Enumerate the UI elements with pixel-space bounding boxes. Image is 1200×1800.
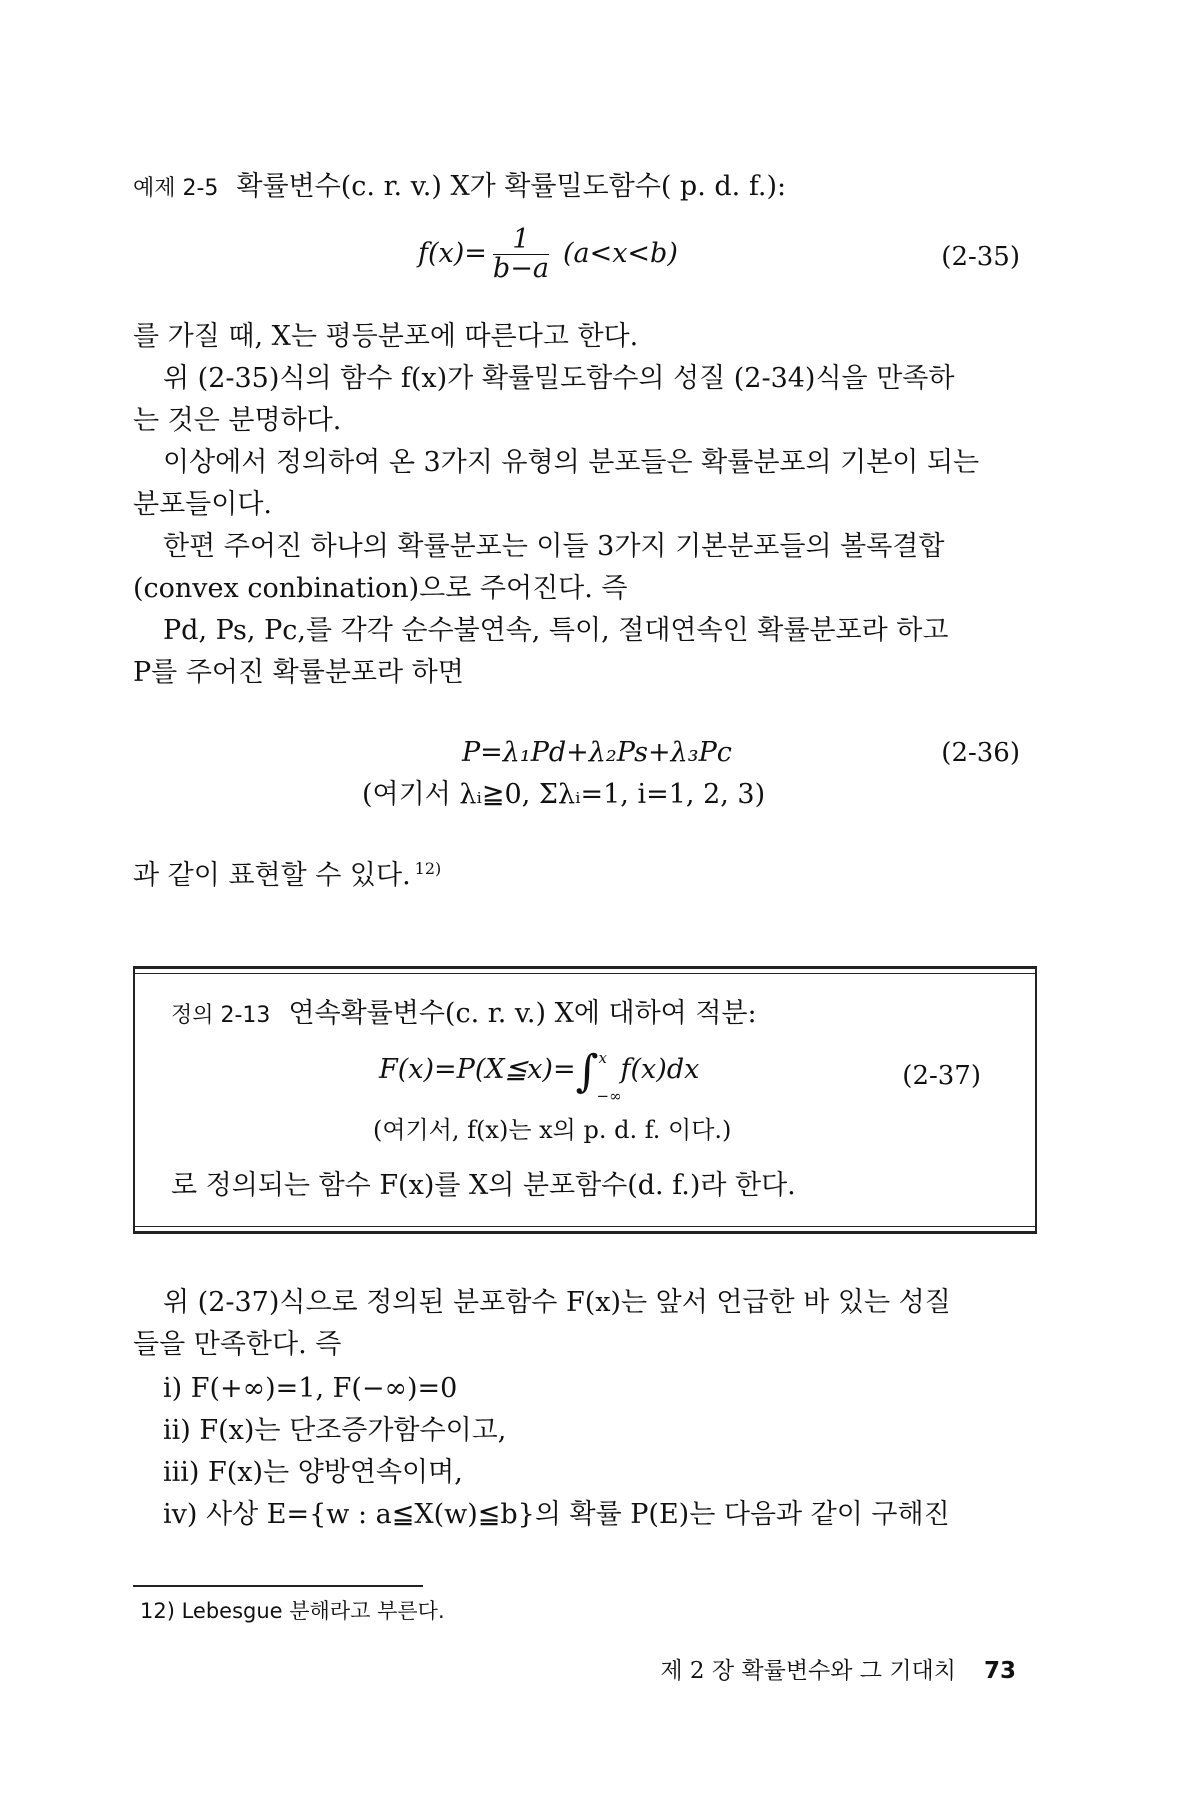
footnote-rule xyxy=(133,1585,423,1587)
page-number: 73 xyxy=(983,1658,1016,1684)
integral-upper-limit: x xyxy=(598,1049,607,1067)
eq-2-37-number: (2-37) xyxy=(902,1061,981,1091)
paragraph1-line-2: 위 (2-35)식의 함수 f(x)가 확률밀도함수의 성질 (2-34)식을 만족하 xyxy=(163,363,955,394)
definition-label: 정의 2-13 xyxy=(171,1003,271,1028)
eq-2-35-lhs: f(x)= xyxy=(418,238,487,269)
footnote-reference: 12) xyxy=(414,859,442,878)
definition-heading-text: 연속확률변수(c. r. v.) X에 대하여 적분: xyxy=(288,998,757,1029)
property-item-1: i) F(+∞)=1, F(−∞)=0 xyxy=(163,1373,458,1404)
eq-2-36-condition: (여기서 λᵢ≧0, Σλᵢ=1, i=1, 2, 3) xyxy=(362,779,766,810)
paragraph3-line-2: 들을 만족한다. 즉 xyxy=(133,1329,342,1360)
paragraph1-line-4: 이상에서 정의하여 온 3가지 유형의 분포들은 확률분포의 기본이 되는 xyxy=(163,447,980,478)
definition-note: (여기서, f(x)는 x의 p. d. f. 이다.) xyxy=(373,1116,732,1144)
box-inner-top-rule xyxy=(135,973,1035,974)
page-footer xyxy=(660,1656,1016,1686)
definition-closing: 로 정의되는 함수 F(x)를 X의 분포함수(d. f.)라 한다. xyxy=(171,1170,796,1201)
eq-2-35-fraction xyxy=(493,226,549,283)
definition-heading xyxy=(171,997,1005,1033)
paragraph1-line-3: 는 것은 분명하다. xyxy=(133,405,342,436)
paragraph1-line-8: Pd, Ps, Pc,를 각각 순수불연속, 특이, 절대연속인 확률분포라 하고 xyxy=(163,615,949,646)
property-item-2: ii) F(x)는 단조증가함수이고, xyxy=(163,1415,507,1446)
paragraph3-line-1: 위 (2-37)식으로 정의된 분포함수 F(x)는 앞서 언급한 바 있는 성질 xyxy=(163,1287,951,1318)
paragraph1-line-1: 를 가질 때, X는 평등분포에 따른다고 한다. xyxy=(133,321,639,352)
example-heading xyxy=(133,170,1030,206)
paragraph2 xyxy=(133,852,1030,893)
example-label: 예제 2-5 xyxy=(133,176,219,201)
eq-2-35-number: (2-35) xyxy=(941,242,1020,272)
eq-2-37-right: f(x)dx xyxy=(620,1054,700,1085)
paragraph1-line-7: (convex conbination)으로 주어진다. 즉 xyxy=(133,573,628,604)
eq-2-36-number: (2-36) xyxy=(941,738,1020,768)
eq-2-37-left: F(x)=P(X≦x)= xyxy=(379,1054,576,1085)
property-item-4: iv) 사상 E={w : a≦X(w)≦b}의 확률 P(E)는 다음과 같이 구해진 xyxy=(163,1499,950,1530)
property-item-3: iii) F(x)는 양방연속이며, xyxy=(163,1457,463,1488)
paragraph1-line-9: P를 주어진 확률분포라 하면 xyxy=(133,657,464,688)
footnote: 12) Lebesgue 분해라고 부른다. xyxy=(140,1599,445,1623)
chapter-title: 제 2 장 확률변수와 그 기대치 xyxy=(660,1658,956,1684)
eq-2-35-numerator: 1 xyxy=(493,226,549,255)
equation-2-36: P=λ₁Pd+λ₂Ps+λ₃Pc xyxy=(462,737,732,768)
paragraph2-text: 과 같이 표현할 수 있다. xyxy=(133,860,411,891)
integral-sign: ∫ xyxy=(575,1046,599,1097)
integral-limits xyxy=(596,1049,622,1105)
equation-2-35 xyxy=(418,226,678,283)
paragraph1-line-6: 한편 주어진 하나의 확률분포는 이들 3가지 기본분포들의 볼록결합 xyxy=(163,531,945,562)
box-inner-bottom-rule xyxy=(135,1226,1035,1227)
eq-2-35-condition: (a<x<b) xyxy=(562,238,678,269)
paragraph1-line-5: 분포들이다. xyxy=(133,489,272,520)
definition-box xyxy=(133,966,1037,1234)
integral-lower-limit: −∞ xyxy=(596,1087,622,1105)
equation-2-37 xyxy=(379,1046,700,1105)
eq-2-35-denominator: b−a xyxy=(492,253,549,284)
example-heading-text: 확률변수(c. r. v.) X가 확률밀도함수( p. d. f.): xyxy=(236,171,787,202)
